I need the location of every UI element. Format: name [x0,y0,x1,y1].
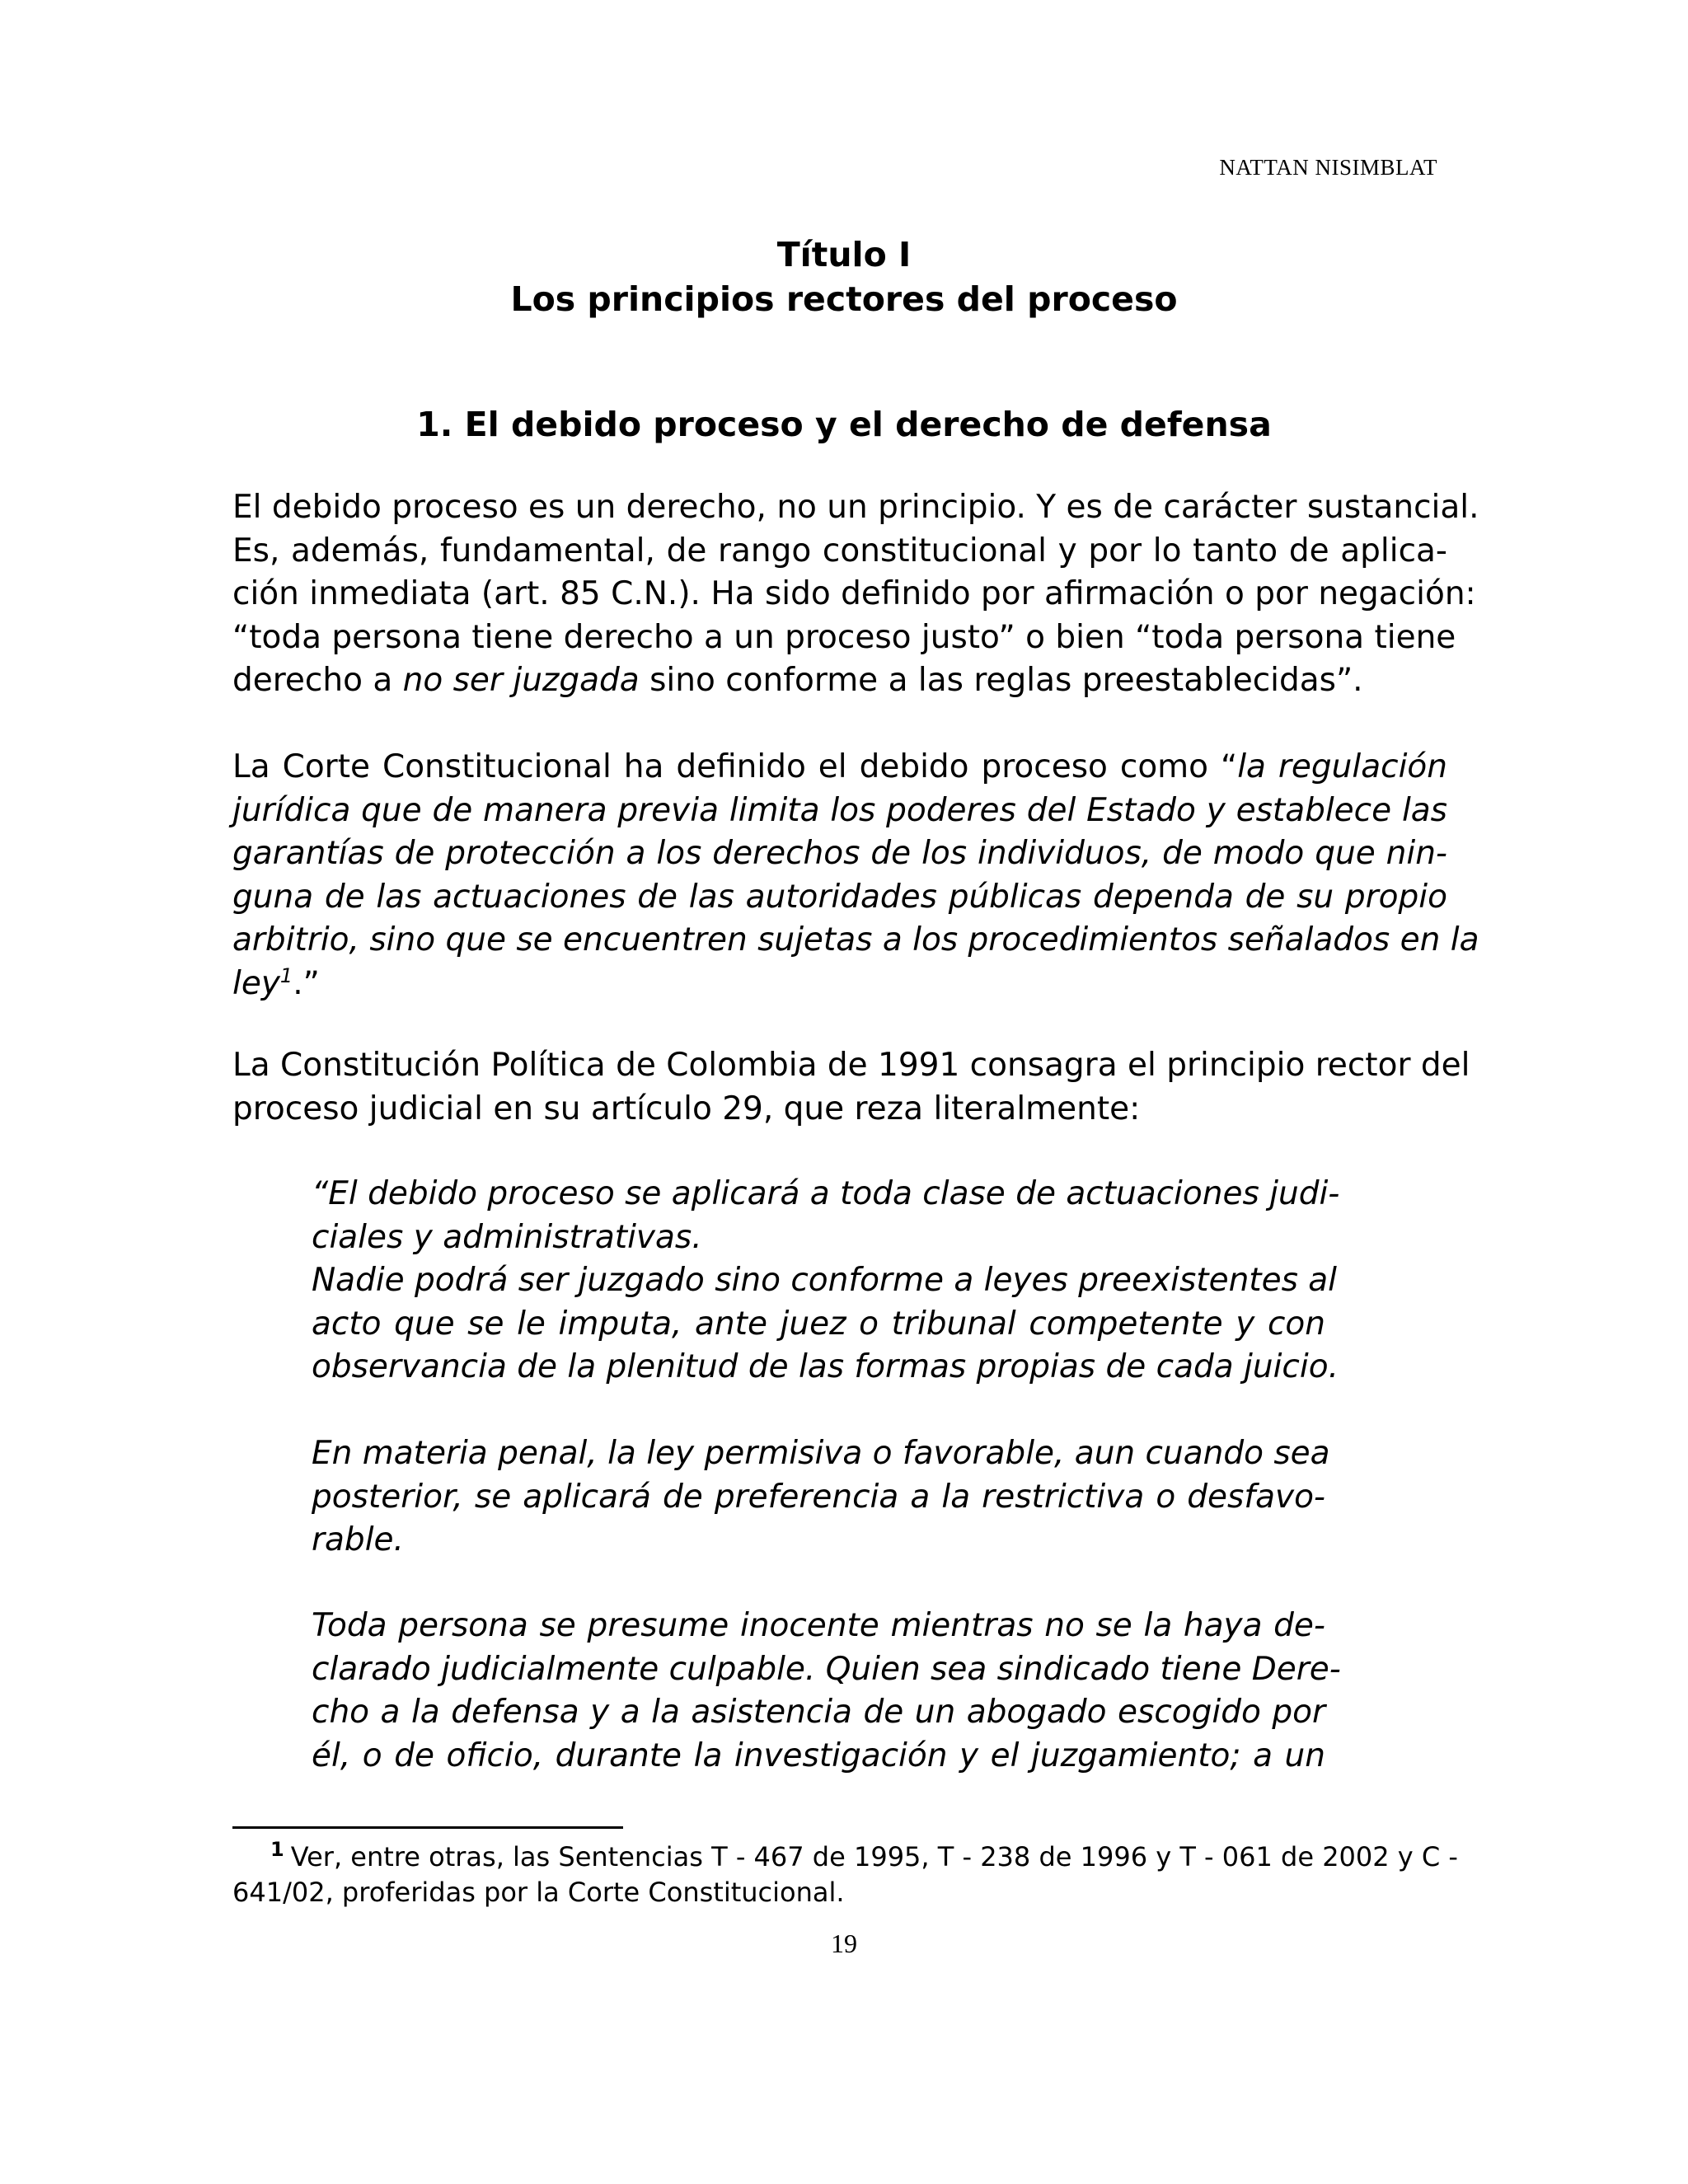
quote-line: observancia de la plenitud de las formas propias de cada juicio. [312,1348,1339,1385]
block-quote-3 [312,1605,1341,1778]
quote-line: posterior, se aplicará de preferencia a la restrictiva o desfavo- [312,1478,1325,1516]
chapter-title-line-2: Los principios rectores del proceso [510,279,1178,319]
italic-emphasis: no ser juzgada [402,662,640,699]
paragraph-line: proceso judicial en su artículo 29, que reza literalmente: [232,1090,1141,1127]
paragraph-1 [232,486,1479,703]
quote-line: En materia penal, la ley permisiva o favorable, aun cuando sea [312,1435,1330,1472]
text-run: La Corte Constitucional ha definido el debido proceso como “ [232,748,1238,785]
text-run: Ver, entre otras, las Sentencias T - 467 de 1995, T - 238 de 1996 y T - 061 de 2002 y C - [290,1841,1458,1872]
paragraph-line: guna de las actuaciones de las autoridades públicas dependa de su propio [232,878,1447,916]
quote-line: cho a la defensa y a la asistencia de un abogado escogido por [312,1694,1325,1731]
running-header-author: NATTAN NISIMBLAT [1219,155,1437,180]
footnote-line: 641/02, proferidas por la Corte Constitucional. [232,1877,845,1908]
paragraph-line: jurídica que de manera previa limita los poderes del Estado y establece las [232,791,1447,829]
paragraph-line: garantías de protección a los derechos de los individuos, de modo que nin- [232,835,1447,872]
paragraph-line: Es, además, fundamental, de rango constitucional y por lo tanto de aplica- [232,532,1447,569]
quote-line: ciales y administrativas. [312,1218,702,1256]
paragraph-line [232,963,1447,1006]
quote-line: él, o de oficio, durante la investigación y el juzgamiento; a un [312,1736,1325,1774]
quote-line: acto que se le imputa, ante juez o tribunal competente y con [312,1305,1325,1343]
paragraph-2 [232,746,1479,1005]
footnote-line [232,1838,1458,1875]
text-run: .” [293,964,320,1002]
block-quote-1 [312,1173,1340,1390]
chapter-title [0,232,1688,321]
paragraph-line [232,746,1447,790]
quote-line: rable. [312,1521,404,1558]
quote-line: Toda persona se presume inocente mientras no se la haya de- [312,1607,1325,1644]
text-run: sino conforme a las reglas preestablecidas”. [639,662,1363,699]
italic-quote-end: ley [232,964,280,1002]
paragraph-line: La Constitución Política de Colombia de 1991 consagra el principio rector del [232,1047,1470,1084]
page-number: 19 [831,1929,857,1958]
italic-quote-start: la regulación [1237,748,1447,785]
quote-line: clarado judicialmente culpable. Quien sea sindicado tiene Dere- [312,1650,1341,1688]
paragraph-line: arbitrio, sino que se encuentren sujetas a los procedimientos señalados en la [232,921,1479,958]
paragraph-3 [232,1044,1470,1131]
footnote [232,1838,1458,1910]
section-heading: 1. El debido proceso y el derecho de defensa [416,405,1272,444]
quote-line: “El debido proceso se aplicará a toda clase de actuaciones judi- [312,1175,1340,1212]
block-quote-2 [312,1432,1330,1563]
paragraph-line: “toda persona tiene derecho a un proceso justo” o bien “toda persona tiene [232,618,1456,656]
footnote-separator [232,1826,623,1829]
paragraph-line: El debido proceso es un derecho, no un principio. Y es de carácter sustancial. [232,489,1479,526]
paragraph-line: ción inmediata (art. 85 C.N.). Ha sido definido por afirmación o por negación: [232,575,1476,612]
footnote-reference[interactable]: 1 [279,963,293,987]
chapter-title-line-1: Título I [776,235,912,274]
paragraph-line [232,659,1447,703]
quote-line: Nadie podrá ser juzgado sino conforme a leyes preexistentes al [312,1262,1338,1299]
footnote-marker: 1 [270,1838,284,1862]
text-run: derecho a [232,662,403,699]
